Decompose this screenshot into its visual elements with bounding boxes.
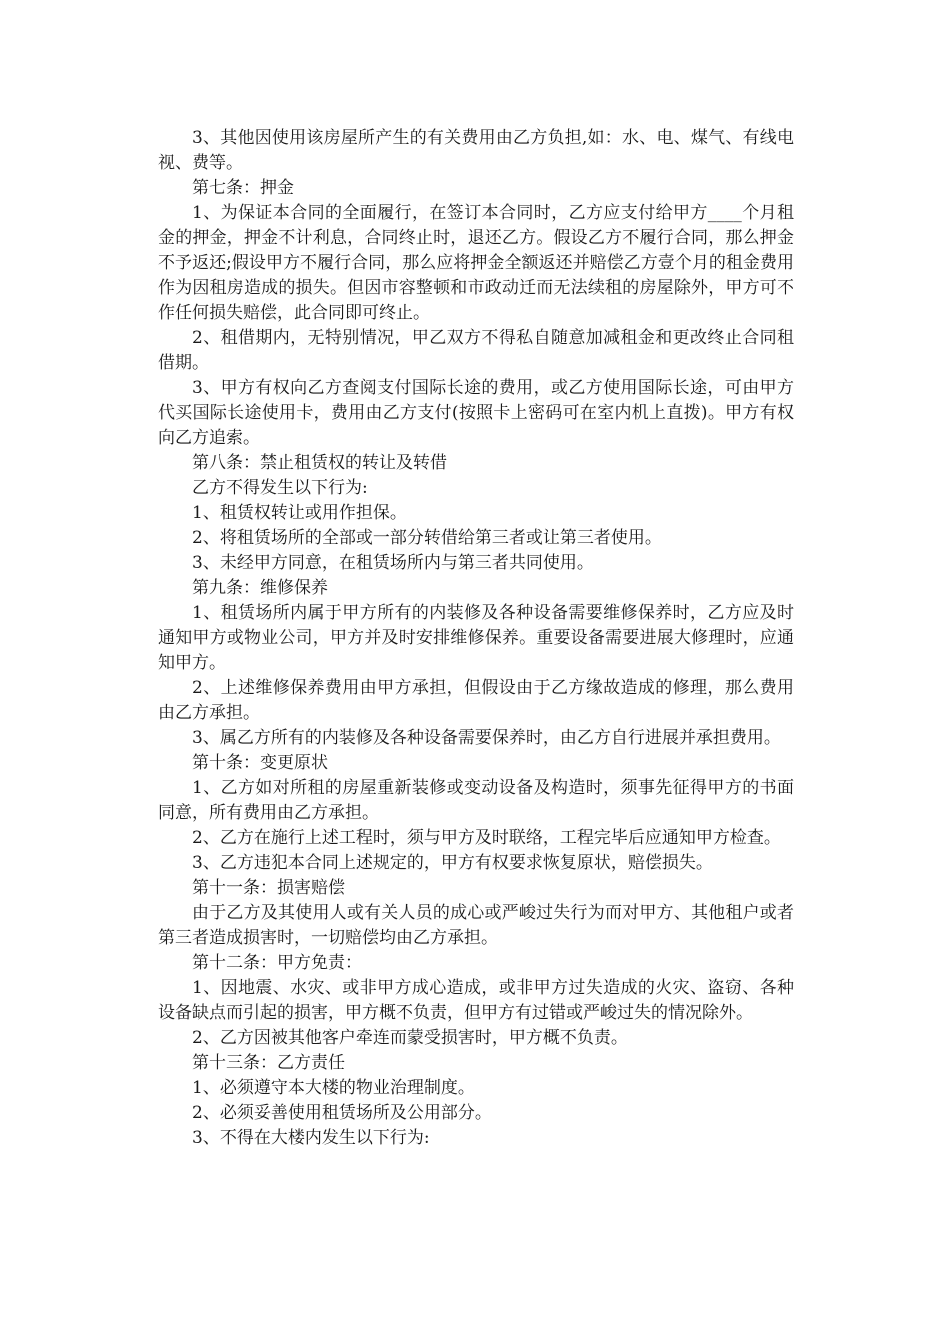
document-body — [158, 126, 794, 1151]
paragraph-clause-7-item-3: 3、甲方有权向乙方查阅支付国际长途的费用，或乙方使用国际长途，可由甲方代买国际长途使用卡，费用由乙方支付(按照卡上密码可在室内机上直拨)。甲方有权向乙方追索。 — [158, 378, 794, 448]
paragraph-clause-10-item-3: 3、乙方违犯本合同上述规定的，甲方有权要求恢复原状，赔偿损失。 — [192, 853, 713, 873]
heading-clause-13-tenant-duties: 第十三条：乙方责任 — [192, 1053, 345, 1073]
paragraph-clause-6-item-3: 3、其他因使用该房屋所产生的有关费用由乙方负担,如：水、电、煤气、有线电视、费等。 — [158, 128, 794, 173]
heading-clause-11-damages: 第十一条：损害赔偿 — [192, 878, 345, 898]
heading-clause-7-deposit: 第七条：押金 — [192, 178, 294, 198]
paragraph-clause-7-item-2: 2、租借期内，无特别情况，甲乙双方不得私自随意加减租金和更改终止合同租借期。 — [158, 328, 794, 373]
paragraph-clause-9-item-2: 2、上述维修保养费用由甲方承担，但假设由于乙方缘故造成的修理，那么费用由乙方承担。 — [158, 678, 794, 723]
paragraph-clause-13-item-2: 2、必须妥善使用租赁场所及公用部分。 — [192, 1103, 492, 1123]
paragraph-clause-7-item-1: 1、为保证本合同的全面履行，在签订本合同时，乙方应支付给甲方____个月租金的押金，押金不计利息，合同终止时，退还乙方。假设乙方不履行合同，那么押金不予返还;假设甲方不履行合同，那么应将押金全额返还并赔偿乙方壹个月的租金费用作为因租房造成的损失。但因市容整顿和市政动迁而无法续租的房屋除外，甲方可不作任何损失赔偿，此合同即可终止。 — [158, 203, 794, 323]
paragraph-clause-13-item-3: 3、不得在大楼内发生以下行为: — [192, 1128, 430, 1148]
paragraph-clause-8-item-2: 2、将租赁场所的全部或一部分转借给第三者或让第三者使用。 — [192, 528, 662, 548]
paragraph-clause-9-item-1: 1、租赁场所内属于甲方所有的内装修及各种设备需要维修保养时，乙方应及时通知甲方或物业公司，甲方并及时安排维修保养。重要设备需要进展大修理时，应通知甲方。 — [158, 603, 794, 673]
paragraph-clause-8-item-3: 3、未经甲方同意，在租赁场所内与第三者共同使用。 — [192, 553, 594, 573]
paragraph-clause-10-item-1: 1、乙方如对所租的房屋重新装修或变动设备及构造时，须事先征得甲方的书面同意，所有费用由乙方承担。 — [158, 778, 794, 823]
heading-clause-8-no-transfer: 第八条：禁止租赁权的转让及转借 — [192, 453, 447, 473]
heading-clause-12-landlord-exemption: 第十二条：甲方免责： — [192, 953, 362, 973]
paragraph-clause-11-body: 由于乙方及其使用人或有关人员的成心或严峻过失行为而对甲方、其他租户或者第三者造成损害时，一切赔偿均由乙方承担。 — [158, 903, 794, 948]
heading-clause-9-maintenance: 第九条：维修保养 — [192, 578, 328, 598]
paragraph-clause-10-item-2: 2、乙方在施行上述工程时，须与甲方及时联络，工程完毕后应通知甲方检查。 — [192, 828, 781, 848]
heading-clause-10-alterations: 第十条：变更原状 — [192, 753, 328, 773]
paragraph-clause-9-item-3: 3、属乙方所有的内装修及各种设备需要保养时，由乙方自行进展并承担费用。 — [192, 728, 781, 748]
paragraph-clause-8-intro: 乙方不得发生以下行为: — [192, 478, 368, 498]
paragraph-clause-12-item-2: 2、乙方因被其他客户牵连而蒙受损害时，甲方概不负责。 — [192, 1028, 628, 1048]
paragraph-clause-8-item-1: 1、租赁权转让或用作担保。 — [192, 503, 407, 523]
paragraph-clause-13-item-1: 1、必须遵守本大楼的物业治理制度。 — [192, 1078, 475, 1098]
paragraph-clause-12-item-1: 1、因地震、水灾、或非甲方成心造成，或非甲方过失造成的火灾、盗窃、各种设备缺点而引起的损害，甲方概不负责，但甲方有过错或严峻过失的情况除外。 — [158, 978, 794, 1023]
